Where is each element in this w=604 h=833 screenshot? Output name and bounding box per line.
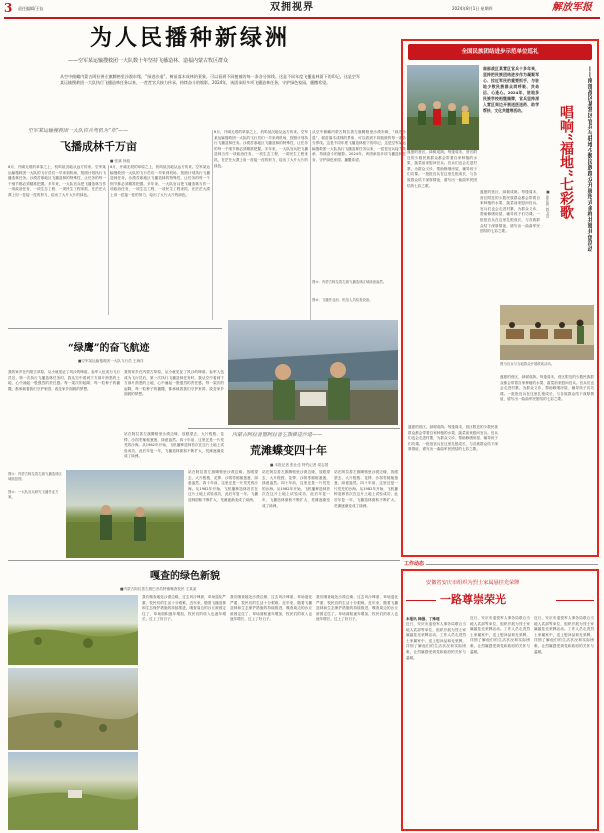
honor-headline: 一路尊崇荣光 <box>440 593 506 606</box>
butterfly-body-col1: 站在阿拉善左旗腾格里沙漠边缘，放眼望去，大片梭梭、花棒、沙拐枣郁郁葱葱，绿意盎然。四十年前，这里还是一片荒芜的沙海。从1982年开始，飞机播种造林首次在这片土地上试验成功，此后年复一年，飞播造林面积不断扩大，荒滩逐渐变成了绿洲。 <box>188 470 258 502</box>
honor-rule-left <box>406 600 436 601</box>
sidebar-photo <box>407 65 479 150</box>
butterfly-headline: 荒滩蝶变四十年 <box>250 444 327 457</box>
page-number: 3 <box>4 1 13 15</box>
column-divider <box>212 130 213 320</box>
grassland-photo-3 <box>8 752 138 830</box>
green-top-rule <box>8 560 400 561</box>
caption-photo-4: 图④：飞播作业前，机组人员检查设备。 <box>312 298 373 302</box>
officers-photo-art <box>228 320 398 425</box>
grassland-art-3 <box>8 752 138 830</box>
butterfly-byline: ■ 本报记者 张仕佳 特约记者 梁志国 <box>270 463 329 467</box>
work-dynamic-text: 工作动态 <box>404 561 425 567</box>
grassland-art-2 <box>8 668 138 750</box>
sidebar-photo-art <box>407 65 479 150</box>
sidebar-photo-classroom <box>500 305 594 360</box>
lead-intro: 从空中俯瞰内蒙古阿拉善左旗腾格里沙漠东缘，“绿进沙退”，树苗落木成林的景象，可以看到不同植被的每一条各分界线。这是不同年度飞播造林留下的印记。这是空军某运输搜救团一大队执行飞播造林任务以来，一茬茬官兵接力传承、持续奋斗的缩影。2024年，该团承担多项飞播造林任务，守护绿色家园，播撒希望。 <box>60 74 360 85</box>
sidebar-body-col3: 盛夏的营区，绿树成荫。每逢周末，营区附近的少数民族群众都会带着自家种植的水果、蔬菜前来慰问官兵。官兵们也会走进村寨，为群众义诊、帮助修缮房屋、辅导孩子们功课。一批批官兵在这里扎根成长，与各族群众结下深厚情谊，谱写出一曲曲军民团结的七彩之歌。 <box>408 425 498 452</box>
eagle-caption-1: 图①：内蒙古阿拉善左旗飞播造林区域航拍图。 <box>8 472 62 481</box>
honor-body-col2: 近日，安庆市退役军人事务局联合当地人武部等单位，组织开展为烈士家属悬挂光荣牌活动。工作人员走进烈士家属家中，送上慰问品和光荣牌，详细了解他们的生活状况和实际困难，让烈属感受到党和政府的关怀与温暖。 <box>470 616 530 654</box>
field-photo <box>66 470 184 558</box>
honor-body-col3: 近日，安庆市退役军人事务局联合当地人武部等单位，组织开展为烈士家属悬挂光荣牌活动。工作人员走进烈士家属家中，送上慰问品和光荣牌，详细了解他们的生活状况和实际困难，让烈属感受到党和政府的关怀与温暖。 <box>534 616 594 654</box>
sidebar-body-col2: 盛夏的营区，绿树成荫。每逢周末，营区附近的少数民族群众都会带着自家种植的水果、蔬菜前来慰问官兵。官兵们也会走进村寨，为群众义诊、帮助修缮房屋、辅导孩子们功课。一批批官兵在这里扎根成长，与各族群众结下深厚情谊，谱写出一曲曲军民团结的七彩之歌。 <box>480 190 540 234</box>
feature-body-col4: 从空中俯瞰内蒙古阿拉善左旗腾格里沙漠东缘，“绿进沙退”，树苗落木成林的景象，可以看到不同植被的每一条各分界线。这是不同年度飞播造林留下的印记。这是空军某运输搜救团一大队执行飞播造林任务以来，一茬茬官兵接力传承、持续奋斗的缩影。2024年，该团承担多项飞播造林任务，守护绿色家园，播撒希望。 <box>312 130 406 162</box>
lead-headline: 为人民播种新绿洲 <box>90 25 291 51</box>
field-photo-art <box>66 470 184 558</box>
butterfly-body-col3: 站在阿拉善左旗腾格里沙漠边缘，放眼望去，大片梭梭、花棒、沙拐枣郁郁葱葱，绿意盎然。四十年前，这里还是一片荒芜的沙海。从1982年开始，飞机播种造林首次在这片土地上试验成功，此后年复一年，飞播造林面积不断扩大，荒滩逐渐变成了绿洲。 <box>334 470 398 508</box>
honor-kicker: 安徽省安庆市组织为烈士家属悬挂光荣牌 <box>426 580 520 586</box>
section-divider <box>8 328 222 329</box>
sidebar-subhead: ——南部战区某营区官兵与驻地少数民族群众开展形式多样共建共创活动 <box>586 66 592 252</box>
lead-subhead: ——空军某运输搜救团一大队数十年坚持飞播造林、造福内蒙古牧区群众 <box>68 58 229 64</box>
feature-byline: ■ 张斌 徐振 <box>110 159 131 163</box>
grassland-photo-2 <box>8 668 138 750</box>
column-divider <box>108 165 109 315</box>
officers-photo <box>228 320 398 425</box>
sidebar-body-col4: 盛夏的营区，绿树成荫。每逢周末，营区附近的少数民族群众都会带着自家种植的水果、蔬菜前来慰问官兵。官兵们也会走进村寨，为群众义诊、帮助修缮房屋、辅导孩子们功课。一批批官兵在这里扎根成长，与各族群众结下深厚情谊，谱写出一曲曲军民团结的七彩之歌。 <box>500 375 594 402</box>
feature-body-col3: 6月，开阔无垠的草原之上，机鸣低沉地从远方传来。空军某运输搜救团一大队的飞行员们一早来到机场，按照计划执行飞播造林任务。沙漠苦寒地区飞播造林的特殊性，让任务的每一个细节都必须精准把握。多年来，一大队官兵把飞播造林当作一项政治任务、一项生态工程、一项民生工程来抓，在茫茫大漠上用一茬接一茬的努力，绘出了大片大片的绿色。 <box>214 130 308 168</box>
honor-body-col1: 近日，安庆市退役军人事务局联合当地人武部等单位，组织开展为烈士家属悬挂光荣牌活动。工作人员走进烈士家属家中，送上慰问品和光荣牌，详细了解他们的生活状况和实际困难，让烈属感受到党和政府的关怀与温暖。 <box>406 622 466 660</box>
green-byline: ■内蒙古阿拉善左旗巴彦浩特镇嘎查牧民 王某某 <box>120 587 197 591</box>
section-title: 双拥视界 <box>270 2 314 13</box>
green-body-col2: 我们嘎查地处沙漠边缘，过去风沙肆虐，草场退化严重，牧民们的生活十分艰难。近年来，随着飞播造林和生态保护措施的持续推进，嘎查周边的沙丘被固定住了，草场面积逐年增加，牧民们的收入也逐年增长，过上了好日子。 <box>230 595 312 622</box>
eagle-body-col2: 我的家乡在内蒙古草原，从小就见证了风沙的肆虐。参军入伍成为飞行员后，第一次执行飞播造林任务时，我从空中看到下方那片熟悉的土地，心中涌起一股强烈的责任感。每一架次的起降，每一粒种子的播撒，都承载着我们守护家园、改变家乡面貌的梦想。 <box>124 370 224 397</box>
eagle-body-col1: 我的家乡在内蒙古草原，从小就见证了风沙的肆虐。参军入伍成为飞行员后，第一次执行飞播造林任务时，我从空中看到下方那片熟悉的土地，心中涌起一股强烈的责任感。每一架次的起降，每一粒种子的播撒，都承载着我们守护家园、改变家乡面貌的梦想。 <box>8 370 120 391</box>
lead-article <box>30 24 390 124</box>
newspaper-logo: 解放军报 <box>552 2 592 13</box>
feature-kicker: 空军某运输搜救团一大队官兵驾机为“草”—— <box>28 128 129 134</box>
eagle-byline: ■空军某运输搜救团一大队飞行员 王海洋 <box>78 359 144 363</box>
column-divider <box>310 130 311 320</box>
sidebar-banner-text: 全国民族团结进步示范单位巡礼 <box>461 49 539 55</box>
grassland-photo-1 <box>8 595 138 665</box>
eagle-caption-2: 图②：一大队官兵研究飞播作业方案。 <box>8 490 59 499</box>
section-divider <box>188 428 400 429</box>
sidebar-photo-caption: 图为官兵与当地群众开展联欢活动。 <box>500 362 555 366</box>
work-dynamic-rule <box>426 564 598 565</box>
classroom-art <box>500 305 594 360</box>
green-body-col3: 我们嘎查地处沙漠边缘，过去风沙肆虐，草场退化严重，牧民们的生活十分艰难。近年来，随着飞播造林和生态保护措施的持续推进，嘎查周边的沙丘被固定住了，草场面积逐年增加，牧民们的收入也逐年增长，过上了好日子。 <box>316 595 398 622</box>
masthead <box>0 0 604 18</box>
sidebar-body-col1: 盛夏的营区，绿树成荫。每逢周末，营区附近的少数民族群众都会带着自家种植的水果、蔬菜前来慰问官兵。官兵们也会走进村寨，为群众义诊、帮助修缮房屋、辅导孩子们功课。一批批官兵在这里扎根成长，与各族群众结下深厚情谊，谱写出一曲曲军民团结的七彩之歌。 <box>407 150 477 188</box>
sidebar-headline: 唱响“福地”七彩歌 <box>558 105 574 220</box>
grassland-art-1 <box>8 595 138 665</box>
feature-body-col1: 6月，开阔无垠的草原之上，机鸣低沉地从远方传来。空军某运输搜救团一大队的飞行员们一早来到机场，按照计划执行飞播造林任务。沙漠苦寒地区飞播造林的特殊性，让任务的每一个细节都必须精准把握。多年来，一大队官兵把飞播造林当作一项政治任务、一项生态工程、一项民生工程来抓，在茫茫大漠上用一茬接一茬的努力，绘出了大片大片的绿色。 <box>8 165 106 197</box>
butterfly-body-col2: 站在阿拉善左旗腾格里沙漠边缘，放眼望去，大片梭梭、花棒、沙拐枣郁郁葱葱，绿意盎然。四十年前，这里还是一片荒芜的沙海。从1982年开始，飞机播种造林首次在这片土地上试验成功，此后年复一年，飞播造林面积不断扩大，荒滩逐渐变成了绿洲。 <box>262 470 330 508</box>
sidebar-intro: 南部战区某营区官兵十多年来，坚持把民族团结进步作为凝聚军心、拉近军民的重要抓手，与驻地少数民族群众同呼吸、共命运、心连心。2024年，驻地多民族学校相继揭牌，官兵坚持深入营区周边开展送医送药、助学帮扶、文化共建等活动。 <box>483 66 539 113</box>
honor-byline: 本报讯 韩强、丁维瑶 <box>406 617 440 621</box>
issue-date: 2024年8月1日 星期四 <box>452 6 493 11</box>
green-headline: 嘎查的绿色新貌 <box>150 571 220 582</box>
honor-rule-right <box>556 600 594 601</box>
butterfly-body-col0: 站在阿拉善左旗腾格里沙漠边缘，放眼望去，大片梭梭、花棒、沙拐枣郁郁葱葱，绿意盎然。四十年前，这里还是一片荒芜的沙海。从1982年开始，飞机播种造林首次在这片土地上试验成功，此后年复一年，飞播造林面积不断扩大，荒滩逐渐变成了绿洲。 <box>124 432 224 459</box>
butterfly-kicker: 内蒙古阿拉善盟阿拉善左旗推进沙退—— <box>232 432 323 438</box>
caption-photo-3: 图③：内蒙古阿拉善左旗飞播造林区域绿意盎然。 <box>312 280 387 284</box>
sidebar-banner <box>408 44 592 60</box>
editor-line: 责任编辑/王钰 <box>18 6 44 11</box>
sidebar-byline: ■ 张志伟 郭玉洋 <box>546 190 550 218</box>
eagle-headline: “绿鹰”的奋飞航迹 <box>68 343 150 354</box>
feature-headline: 飞播成林千万亩 <box>60 140 137 153</box>
green-body-col1: 我们嘎查地处沙漠边缘，过去风沙肆虐，草场退化严重，牧民们的生活十分艰难。近年来，随着飞播造林和生态保护措施的持续推进，嘎查周边的沙丘被固定住了，草场面积逐年增加，牧民们的收入也逐年增长，过上了好日子。 <box>142 595 226 622</box>
feature-body-col2: 6月，开阔无垠的草原之上，机鸣低沉地从远方传来。空军某运输搜救团一大队的飞行员们一早来到机场，按照计划执行飞播造林任务。沙漠苦寒地区飞播造林的特殊性，让任务的每一个细节都必须精准把握。多年来，一大队官兵把飞播造林当作一项政治任务、一项生态工程、一项民生工程来抓，在茫茫大漠上用一茬接一茬的努力，绘出了大片大片的绿色。 <box>110 165 210 197</box>
masthead-rule <box>4 17 600 19</box>
